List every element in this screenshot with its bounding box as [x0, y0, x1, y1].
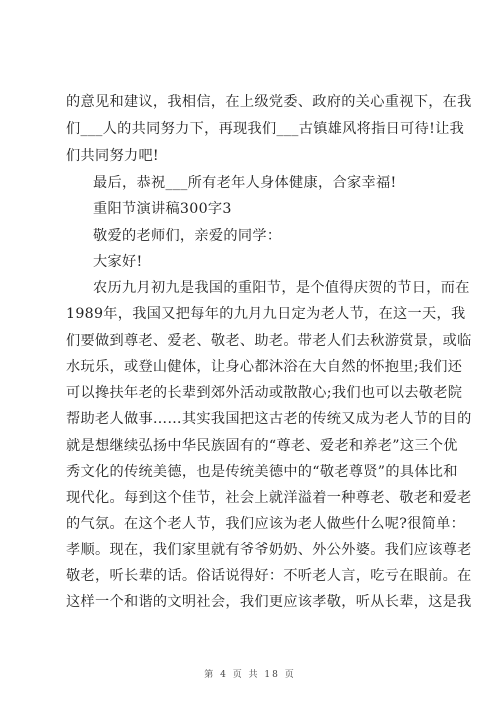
paragraph-line: 农历九月初九是我国的重阳节，是个值得庆贺的节日，而在: [93, 280, 470, 296]
paragraph-line: 们要做到尊老、爱老、敬老、助老。带老人们去秋游赏景，或临: [66, 333, 472, 349]
salutation-line: 敬爱的老师们，亲爱的同学：: [93, 228, 282, 244]
greeting-line: 大家好!: [93, 254, 143, 270]
paragraph-line: 最后，恭祝___所有老年人身体健康，合家幸福!: [93, 175, 397, 191]
paragraph-line: 水玩乐，或登山健体，让身心都沐浴在大自然的怀抱里;我们还: [66, 359, 463, 375]
paragraph-line: 的气氛。在这个老人节，我们应该为老人做些什么呢?很简单：: [66, 516, 466, 532]
paragraph-line: 这样一个和谐的文明社会，我们更应该孝敬，听从长辈，这是我: [66, 594, 472, 610]
paragraph-line: 敬老，听长辈的话。俗话说得好：不听老人言，吃亏在眼前。在: [66, 568, 472, 584]
paragraph-line: 帮助老人做事……其实我国把这古老的传统又成为老人节的目的: [66, 411, 472, 427]
paragraph-line: 可以搀扶年老的长辈到郊外活动或散散心;我们也可以去敬老院: [66, 385, 463, 401]
paragraph-line: 现代化。每到这个佳节，社会上就洋溢着一种尊老、敬老和爱老: [66, 490, 472, 506]
paragraph-line: 1989年，我国又把每年的九月九日定为老人节，在这一天，我: [66, 306, 466, 322]
section-heading: 重阳节演讲稿300字3: [93, 201, 232, 217]
paragraph-line: 们共同努力吧!: [66, 148, 159, 164]
paragraph-line: 秀文化的传统美德，也是传统美德中的“敬老尊贤”的具体比和: [66, 464, 458, 480]
paragraph-line: 们___人的共同努力下，再现我们___古镇雄风将指日可待!让我: [66, 121, 465, 137]
paragraph-line: 的意见和建议，我相信，在上级党委、政府的关心重视下，在我: [66, 94, 472, 110]
paragraph-line: 就是想继续弘扬中华民族固有的“尊老、爱老和养老”这三个优: [66, 438, 458, 454]
paragraph-line: 孝顺。现在，我们家里就有爷爷奶奶、外公外婆。我们应该尊老: [66, 542, 472, 558]
page-number-footer: 第 4 页 共 18 页: [204, 670, 296, 680]
